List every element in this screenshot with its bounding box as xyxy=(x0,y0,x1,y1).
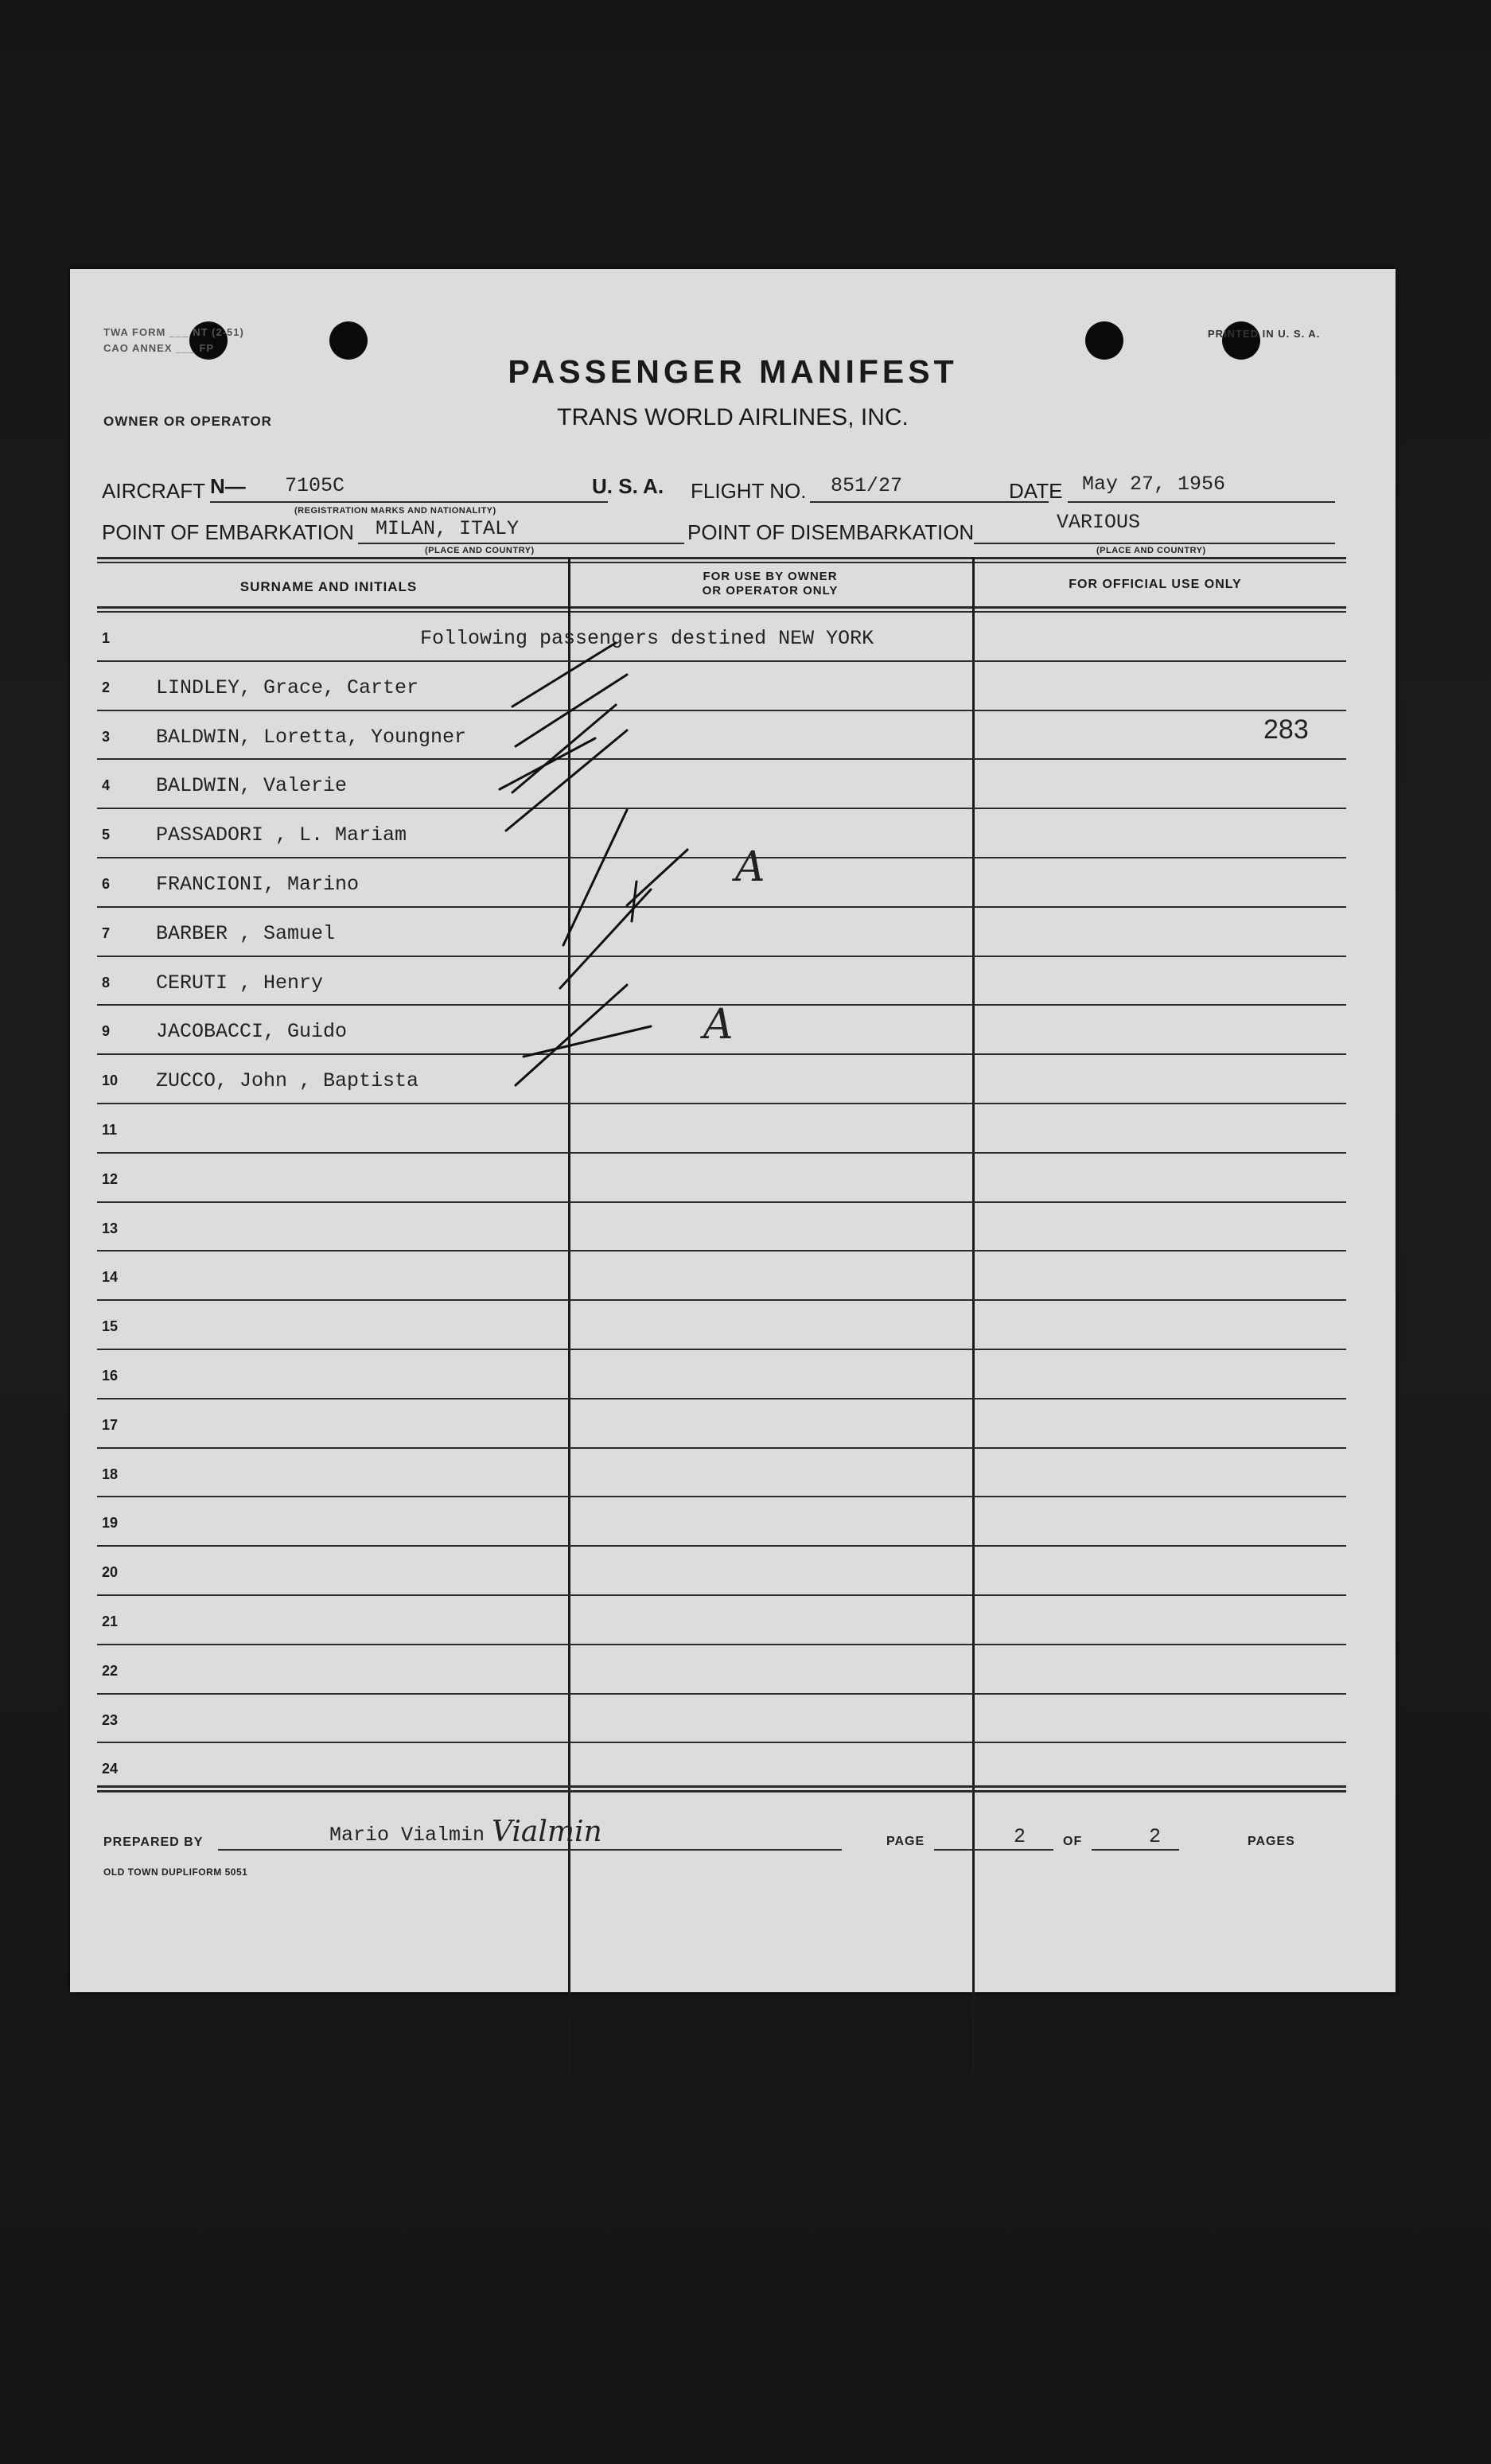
handwritten-check-marks xyxy=(70,269,1396,1992)
passenger-name: BALDWIN, Loretta, Youngner xyxy=(156,725,467,749)
aircraft-value: 7105C xyxy=(285,474,345,497)
row-number: 16 xyxy=(102,1368,119,1384)
official-number: 283 xyxy=(1263,714,1309,745)
row-number: 19 xyxy=(102,1515,119,1532)
date-value: May 27, 1956 xyxy=(1082,473,1226,496)
row-number: 13 xyxy=(102,1220,119,1236)
column-header-owner-1: FOR USE BY OWNER xyxy=(703,570,838,583)
row-number: 12 xyxy=(102,1170,119,1187)
passenger-name: LINDLEY, Grace, Carter xyxy=(156,675,419,699)
row-number: 2 xyxy=(102,679,111,695)
disembarkation-value: VARIOUS xyxy=(1057,511,1141,534)
row-number: 18 xyxy=(102,1466,119,1482)
row-number: 23 xyxy=(102,1711,119,1728)
page-value: 2 xyxy=(1014,1825,1026,1848)
passenger-name: CERUTI , Henry xyxy=(156,971,324,995)
form-code-line2: CAO ANNEX ___ FP xyxy=(103,342,215,354)
row-number: 1 xyxy=(102,630,111,646)
prepared-by-value: Mario Vialmin xyxy=(329,1824,485,1847)
row-number: 21 xyxy=(102,1613,119,1629)
embarkation-value: MILAN, ITALY xyxy=(376,517,520,540)
row-number: 7 xyxy=(102,924,111,941)
manifest-sheet xyxy=(70,269,1396,1992)
column-header-surname: SURNAME AND INITIALS xyxy=(239,579,418,594)
aircraft-prefix: N— xyxy=(210,474,246,498)
disembarkation-place-note: (PLACE AND COUNTRY) xyxy=(1096,546,1206,555)
aircraft-label: AIRCRAFT xyxy=(102,479,205,503)
form-code-line1: TWA FORM ___ NT (2-51) xyxy=(103,326,244,338)
of-value: 2 xyxy=(1149,1825,1162,1848)
prepared-by-label: PREPARED BY xyxy=(103,1835,204,1849)
pages-label: PAGES xyxy=(1248,1835,1295,1848)
footer-form-note: OLD TOWN DUPLIFORM 5051 xyxy=(103,1866,248,1878)
row-number: 15 xyxy=(102,1318,119,1335)
signature: Vialmin xyxy=(492,1816,602,1848)
row-number: 14 xyxy=(102,1269,119,1286)
row-number: 20 xyxy=(102,1564,119,1581)
page-label: PAGE xyxy=(886,1835,925,1848)
destination-note: Following passengers destined NEW YORK xyxy=(420,627,874,650)
row-number: 22 xyxy=(102,1662,119,1679)
passenger-name: PASSADORI , L. Mariam xyxy=(156,823,407,847)
passenger-name: ZUCCO, John , Baptista xyxy=(156,1069,419,1093)
usa-label: U. S. A. xyxy=(592,474,664,498)
passenger-name: BALDWIN, Valerie xyxy=(156,774,348,798)
row-number: 5 xyxy=(102,827,111,843)
row-number: 17 xyxy=(102,1416,119,1433)
registration-note: (REGISTRATION MARKS AND NATIONALITY) xyxy=(294,506,496,516)
owner-operator-label: OWNER OR OPERATOR xyxy=(103,414,272,429)
row-number: 6 xyxy=(102,876,111,892)
row-number: 24 xyxy=(102,1761,119,1777)
manifest-title: PASSENGER MANIFEST xyxy=(508,353,958,390)
embarkation-place-note: (PLACE AND COUNTRY) xyxy=(425,546,535,555)
row-number: 9 xyxy=(102,1023,111,1040)
printed-in-usa: PRINTED IN U. S. A. xyxy=(1208,328,1321,340)
passenger-name: FRANCIONI, Marino xyxy=(156,873,360,896)
passenger-name: BARBER , Samuel xyxy=(156,921,336,945)
date-label: DATE xyxy=(1009,479,1063,503)
flight-label: FLIGHT NO. xyxy=(691,479,807,503)
row-number: 11 xyxy=(102,1122,118,1138)
embarkation-label: POINT OF EMBARKATION xyxy=(102,520,354,544)
of-label: OF xyxy=(1063,1835,1083,1848)
row-number: 8 xyxy=(102,974,111,991)
handwritten-mark-1: A xyxy=(735,843,765,891)
flight-value: 851/27 xyxy=(831,474,903,497)
column-header-owner-2: OR OPERATOR ONLY xyxy=(702,584,839,598)
passenger-name: JACOBACCI, Guido xyxy=(156,1020,348,1044)
row-number: 10 xyxy=(102,1072,119,1089)
row-number: 4 xyxy=(102,777,111,794)
handwritten-mark-2: A xyxy=(703,1001,734,1049)
airline-name: TRANS WORLD AIRLINES, INC. xyxy=(557,404,909,430)
row-number: 3 xyxy=(102,728,111,745)
disembarkation-label: POINT OF DISEMBARKATION xyxy=(687,520,975,544)
column-header-official: FOR OFFICIAL USE ONLY xyxy=(1069,578,1242,591)
